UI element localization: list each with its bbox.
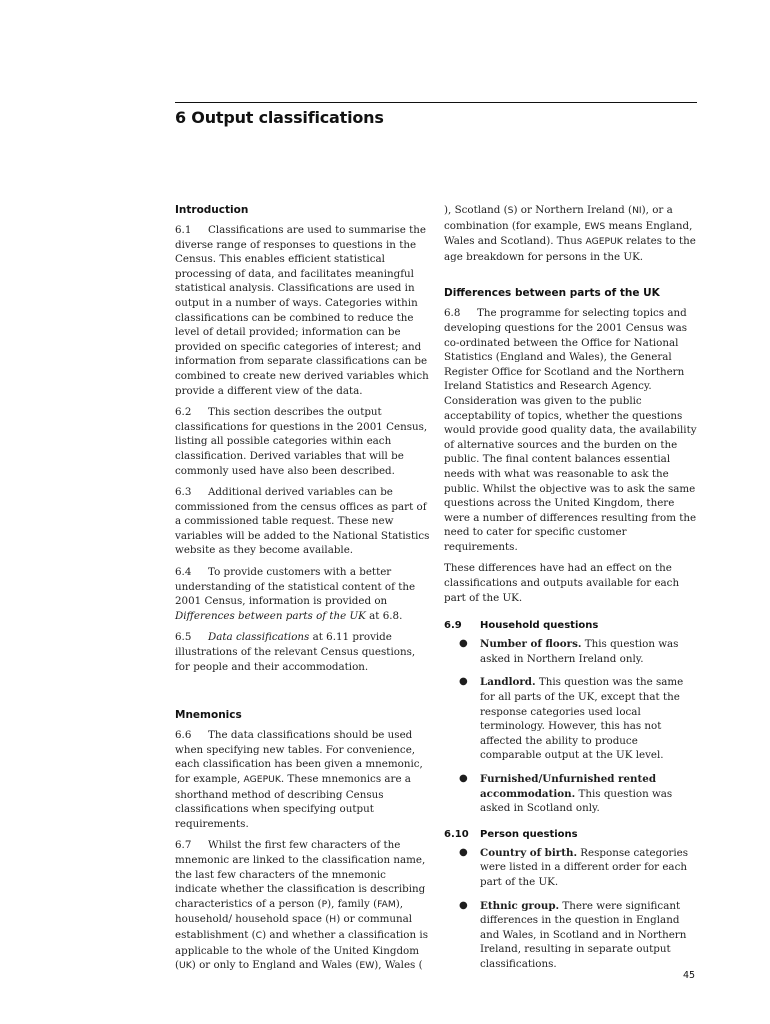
mnemonic-code: EW	[359, 960, 375, 972]
list-item	[459, 637, 700, 666]
paragraph-text: ) or Northern Ireland (	[513, 204, 633, 216]
mnemonic-code: UK	[179, 960, 192, 972]
item-title: Landlord.	[480, 676, 536, 689]
section-number: 6.10	[444, 828, 469, 840]
paragraph-6-4	[175, 565, 431, 623]
paragraph-number: 6.6	[175, 729, 192, 742]
item-title: Number of floors.	[480, 638, 582, 651]
item-text: This question was the same for all parts of the UK, except that the response categories used local terminology. However, this has not affected the ability to produce comparable output at the UK level.	[480, 676, 684, 762]
paragraph-number: 6.4	[175, 566, 192, 579]
list-item	[459, 899, 700, 972]
paragraph-text: ), Wales (	[374, 959, 423, 972]
item-text: This question was asked in Scotland only.	[480, 787, 673, 815]
bullet-icon: ●	[459, 773, 468, 784]
list-item	[459, 772, 700, 816]
item-text: There were significant differences in the question in England and Wales, in Scotland and in Northern Ireland, resulting in separate output classifications.	[480, 899, 687, 970]
page-number: 45	[683, 970, 696, 981]
paragraph-text: This section describes the output classifications for questions in the 2001 Census, listing all possible categories within each classification. Derived variables that will be commonly used have also been described.	[175, 406, 428, 477]
mnemonic-code: H	[329, 914, 337, 926]
paragraph-text: Additional derived variables can be commissioned from the census offices as part of a commissioned table request. These new variables will be added to the National Statistics website as they become available.	[175, 486, 430, 557]
mnemonic-code: S	[507, 205, 514, 216]
chapter-title: 6 Output classifications	[175, 108, 384, 127]
paragraph-text: The programme for selecting topics and developing questions for the 2001 Census was co-ordinated between the Office for National Statistics (England and Wales), the General Register Office for Scotland and the Northern Ireland Statistics and Research Agency. Consideration was given to the public acceptability of topics, whether the questions would provide good quality data, the availability of alternative sources and the burden on the public. The final content balances essential needs with what was reasonable to ask the public. Whilst the objective was to ask the same questions across the United Kingdom, there were a number of differences resulting from the need to cater for specific customer requirements.	[444, 307, 697, 553]
paragraph-text: To provide customers with a better understanding of the statistical content of the 2001 Census, information is provided on	[175, 566, 416, 608]
left-column	[175, 203, 431, 981]
section-number: 6.9	[444, 620, 462, 632]
paragraph-6-8-b: These differences have had an effect on the classifications and outputs available for each part of the UK.	[444, 562, 680, 604]
paragraph-6-7	[175, 838, 431, 973]
paragraph-text: Classifications are used to summarise the diverse range of responses to questions in the Census. This enables efficient statistical processing of data, and facilitates meaningful statistical analysis. Classifications are used in output in a number of ways. Categories within classifications can be combined to reduce the level of detail provided; information can be provided on specific categories of interest; and information from separate classifications can be combined to create new derived variables which provide a different view of the data.	[175, 224, 429, 397]
paragraph-text: ), Scotland (	[444, 204, 508, 216]
item-title: Furnished/Unfurnished rented accommodation.	[480, 773, 657, 800]
paragraph-6-5	[175, 630, 431, 674]
paragraph-6-7-continued	[444, 203, 700, 264]
paragraph-number: 6.1	[175, 224, 192, 236]
paragraph-number: 6.3	[175, 486, 192, 499]
bullet-icon: ●	[459, 899, 468, 911]
person-questions-list	[444, 846, 700, 972]
mnemonic-code: NI	[632, 205, 642, 216]
paragraph-text: ) or communal establishment (	[175, 913, 413, 941]
list-item	[459, 846, 700, 890]
mnemonic-code: AGEPUK	[243, 774, 281, 785]
paragraph-6-1	[175, 223, 431, 398]
paragraph-text: ) and whether a classification is applicable to the whole of the United Kingdom (	[175, 928, 428, 972]
mnemonic-code: EWS	[584, 220, 606, 232]
cross-reference: Differences between parts of the UK	[175, 609, 366, 622]
paragraph-text: The data classifications should be used when specifying new tables. For convenience, each classification has been given a mnemonic, for example,	[175, 729, 423, 785]
person-questions-heading	[444, 828, 700, 842]
paragraph-text: means England, Wales and Scotland). Thus	[444, 219, 693, 248]
item-text: Response categories were listed in a different order for each part of the UK.	[480, 846, 689, 888]
mnemonic-code: P	[321, 898, 328, 910]
bullet-icon: ●	[459, 638, 468, 650]
item-text: This question was asked in Northern Ireland only.	[480, 638, 679, 665]
right-column	[444, 203, 700, 984]
paragraph-6-8	[444, 306, 700, 554]
paragraph-number: 6.7	[175, 839, 192, 852]
paragraph-text: ) or only to England and Wales (	[191, 959, 360, 972]
paragraph-text: ), family (	[327, 897, 378, 910]
paragraph-text: ), or a combination (for example,	[444, 204, 673, 232]
paragraph-text: ), household/ household space (	[175, 897, 404, 926]
header-rule	[175, 102, 697, 103]
paragraph-6-3	[175, 485, 431, 558]
section-title: Household questions	[480, 620, 599, 632]
section-title: Person questions	[480, 828, 578, 840]
item-title: Country of birth.	[480, 846, 578, 859]
mnemonic-code: FAM	[377, 898, 396, 910]
paragraph-text: at 6.8.	[365, 609, 403, 622]
paragraph-number: 6.2	[175, 406, 192, 419]
paragraph-number: 6.8	[444, 307, 461, 320]
paragraph-text: Whilst the first few characters of the mnemonic are linked to the classification name, the last few characters of the mnemonic indicate whether the classification is describing characteristics of a person (	[175, 839, 426, 910]
differences-heading: Differences between parts of the UK	[444, 287, 660, 300]
paragraph-text: . These mnemonics are a shorthand method of describing Census classifications when specifying output requirements.	[175, 773, 411, 830]
bullet-icon: ●	[459, 676, 468, 688]
paragraph-number: 6.5	[175, 631, 192, 644]
cross-reference: Data classifications	[208, 631, 310, 644]
introduction-heading: Introduction	[175, 204, 249, 216]
paragraph-text: at 6.11 provide illustrations of the relevant Census questions, for people and their accommodation.	[175, 631, 416, 673]
mnemonic-code: AGEPUK	[585, 236, 623, 248]
household-questions-list	[444, 637, 700, 816]
paragraph-text: relates to the age breakdown for persons in the UK.	[444, 235, 696, 263]
paragraph-6-6	[175, 728, 431, 831]
mnemonic-code: C	[255, 929, 263, 941]
bullet-icon: ●	[459, 846, 468, 858]
mnemonics-heading: Mnemonics	[175, 709, 242, 722]
list-item	[459, 675, 700, 763]
item-title: Ethnic group.	[480, 899, 560, 912]
household-questions-heading	[444, 619, 700, 633]
paragraph-6-2	[175, 405, 431, 478]
